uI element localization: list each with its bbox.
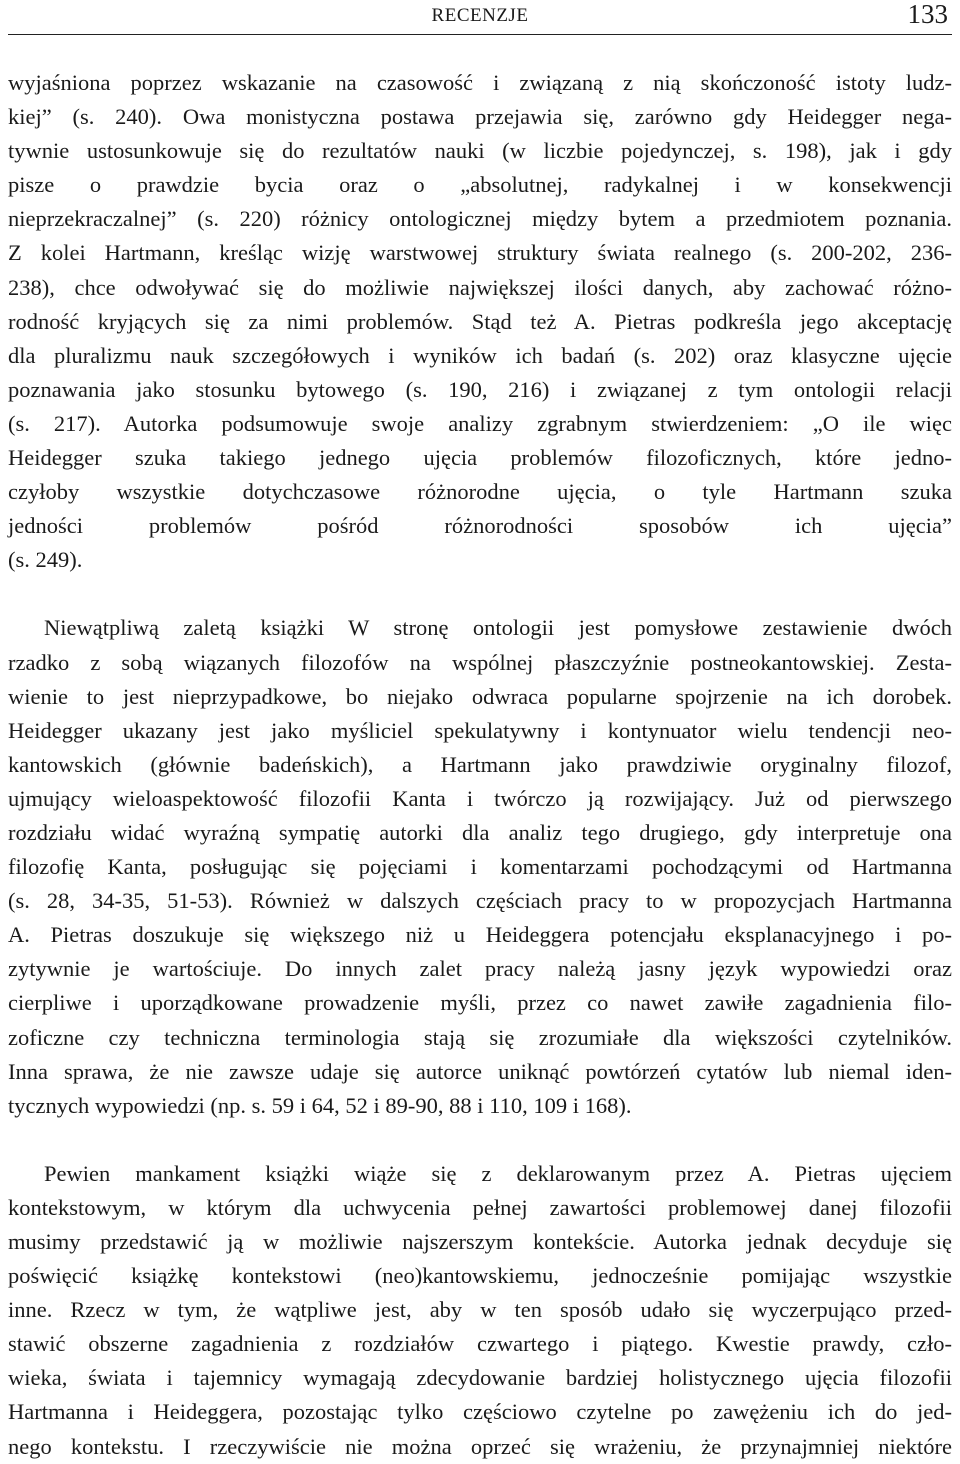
text-line: dla pluralizmu nauk szczegółowych i wyników ich badań (s. 202) oraz klasyczne ujęcie [8,342,952,368]
page-header [8,0,952,35]
text-line: nego kontekstu. I rzeczywiście nie można oprzeć się wrażeniu, że przynajmniej niektóre [8,1433,952,1459]
text-line: rzadko z sobą wiązanych filozofów na wspólnej płaszczyźnie postneokantowskiej. Zesta- [8,649,952,675]
text-line: Inna sprawa, że nie zawsze udaje się autorce uniknąć powtórzeń cytatów lub niemal iden- [8,1058,952,1084]
text-line: ujmujący wieloaspektowość filozofii Kanta i twórczo ją rozwijający. Już od pierwszego [8,785,952,811]
text-line: A. Pietras doszukuje się większego niż u Heideggera potencjału eksplanacyjnego i po- [8,922,952,948]
running-title: RECENZJE [431,5,529,26]
text-line: Pewien mankament książki wiąże się z deklarowanym przez A. Pietras ujęciem [44,1160,952,1186]
text-line: Heidegger ukazany jest jako myśliciel spekulatywny i kontynuator wielu tendencji neo- [8,717,952,743]
text-line: poznawania jako stosunku bytowego (s. 190, 216) i związanej z tym ontologii relacji [8,376,952,402]
text-line: Niewątpliwą zaletą książki W stronę ontologii jest pomysłowe zestawienie dwóch [44,615,952,641]
text-line: wienie to jest nieprzypadkowe, bo niejako odwraca popularne spojrzenie na ich dorobek. [8,683,952,709]
text-line: wyjaśniona poprzez wskazanie na czasowość i związaną z nią skończoność istoty ludz- [8,70,952,95]
text-line: poświęcić książkę kontekstowi (neo)kantowskiemu, jednocześnie pomijając wszystkie [8,1263,952,1289]
text-line: czyłoby wszystkie dotychczasowe różnorodne ujęcia, o tyle Hartmann szuka [8,479,952,505]
text-line: (s. 28, 34-35, 51-53). Również w dalszych częściach pracy to w propozycjach Hartmanna [8,888,952,914]
text-line: Heidegger szuka takiego jednego ujęcia problemów filozoficznych, które jedno- [8,445,952,471]
text-line: kiej” (s. 240). Owa monistyczna postawa przejawia się, zarówno gdy Heidegger nega- [8,104,952,130]
text-line: nieprzekraczalnej” (s. 220) różnicy ontologicznej między bytem a przedmiotem poznania. [8,206,952,232]
text-line: inne. Rzecz w tym, że wątpliwe jest, aby w ten sposób udało się wyczerpująco przed- [8,1297,952,1323]
text-line: 238), chce odwoływać się do możliwie największej ilości danych, aby zachować różno- [8,274,952,300]
page-number: 133 [907,0,948,29]
text-line: pisze o prawdzie bycia oraz o „absolutnej, radykalnej i w konsekwencji [8,172,952,198]
text-line: stawić obszerne zagadnienia z rozdziałów czwartego i piątego. Kwestie prawdy, czło- [8,1331,952,1357]
text-line: (s. 217). Autorka podsumowuje swoje analizy zgrabnym stwierdzeniem: „O ile więc [8,410,952,436]
paragraph-2 [8,611,952,1122]
text-line: (s. 249). [8,547,83,573]
text-line: Hartmanna i Heideggera, pozostając tylko częściowo czytelne po zawężeniu ich do jed- [8,1399,952,1425]
text-line: cierpliwe i uporządkowane prowadzenie myśli, przez co nawet zawiłe zagadnienia filo- [8,990,952,1016]
text-line: Z kolei Hartmann, kreśląc wizję warstwowej struktury świata realnego (s. 200-202, 236- [8,240,952,266]
text-line: tycznych wypowiedzi (np. s. 59 i 64, 52 i 89-90, 88 i 110, 109 i 168). [8,1092,632,1118]
text-line: filozofię Kanta, posługując się pojęciami i komentarzami pochodzącymi od Hartmanna [8,854,952,880]
paragraph-3 [8,1157,952,1464]
text-line: rozdziału widać wyraźną sympatię autorki dla analiz tego drugiego, gdy interpretuje ona [8,819,952,845]
text-line: kantowskich (głównie badeńskich), a Hartmann jako prawdziwie oryginalny filozof, [8,751,952,777]
text-line: rodność kryjących się za nimi problemów. Stąd też A. Pietras podkreśla jego akceptację [8,308,952,334]
text-line: wieka, świata i tajemnicy wymagają zdecydowanie bardziej holistycznego ujęcia filozofii [8,1365,952,1391]
text-line: musimy przedstawić ją w możliwie najszerszym kontekście. Autorka jednak decyduje się [8,1229,952,1254]
body-text [8,66,952,1464]
text-line: kontekstowym, w którym dla uchwycenia pełnej zawartości problemowej danej filozofii [8,1194,952,1220]
text-line: zoficzne czy techniczna terminologia stają się zrozumiałe dla większości czytelników. [8,1024,952,1050]
text-line: tywnie ustosunkowuje się do rezultatów nauki (w liczbie pojedynczej, s. 198), jak i gdy [8,138,952,164]
paragraph-1 [8,66,952,577]
text-line: zytywnie je wartościuje. Do innych zalet pracy należą jasny język wypowiedzi oraz [8,956,952,982]
text-line: jedności problemów pośród różnorodności sposobów ich ujęcia” [8,513,952,539]
